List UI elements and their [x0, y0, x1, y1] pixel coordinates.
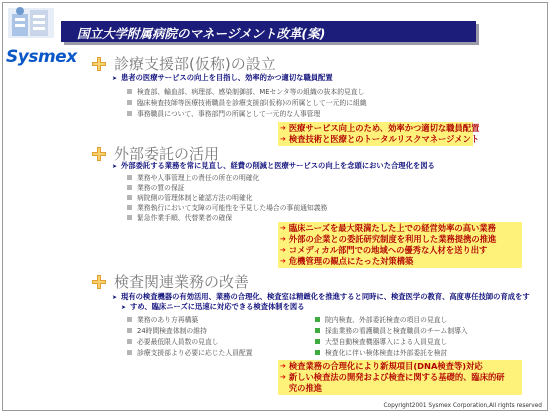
list-item: 検査化に伴い検体検査は外部委託を検討 [315, 347, 447, 357]
section-cross-icon [92, 275, 106, 289]
page-title: 国立大学附属病院のマネージメント改革(案) [77, 26, 326, 41]
section-header-1 [92, 53, 276, 74]
section-header-3 [92, 271, 249, 292]
list-item: 24時間検査体制の維持 [127, 325, 207, 335]
bullet-icon [315, 317, 320, 322]
list-item: 業務のあり方再構築 [127, 314, 198, 324]
highlight-box: ➔ 臨床ニーズを最大限満たした上での経営効率の高い業務 ➔ 外部の企業との委託研究制度を利用した業務提携の推進 ➔ コメディカル部門での地域への優秀な人材を送り出す ➔ 危機管理の観点にたった対策構築 [278, 222, 522, 268]
bullet-icon [315, 328, 320, 333]
bullet-icon [127, 100, 132, 105]
sysmex-logo-graphic [8, 6, 54, 40]
section-cross-icon [92, 147, 106, 161]
arrow-icon: ➔ [280, 124, 286, 132]
section-subtitle: ➤ 現有の検査機器の有効活用、業務の合理化、検査室は精緻化を推進すると同時に、検査医学の教育、高度専任技師の育成をす [112, 292, 530, 302]
arrow-icon: ➔ [280, 373, 286, 381]
list-item: 緊急作業手順、代替業者の確保 [127, 212, 232, 222]
bullet-icon [127, 111, 132, 116]
bullet-icon [127, 317, 132, 322]
bullet-icon [315, 350, 320, 355]
arrow-icon: ➔ [280, 362, 286, 370]
list-item: 病院側の管理体制と確認方法の明確化 [127, 192, 253, 202]
list-item: 検査部、輸血部、病理部、感染制御部、MEセンタ等の組織の抜本的見直し [127, 86, 364, 96]
bullet-icon [315, 339, 320, 344]
bullet-icon [127, 89, 132, 94]
title-banner [61, 21, 476, 42]
bullet-icon [127, 175, 132, 180]
bullet-icon [127, 205, 132, 210]
list-item: 業務の質の保証 [127, 182, 185, 192]
list-item: 必要最低限人員数の見直し [127, 336, 219, 346]
bullet-icon [127, 350, 132, 355]
list-item: 診療支援部より必要に応じた人員配置 [127, 347, 253, 357]
bullet-icon [127, 339, 132, 344]
arrow-icon: ➔ [280, 257, 286, 265]
section-subtitle: ➤ 外部委託する業務を常に見直し、経費の削減と医療サービスの向上を念頭においた合理化を図る [112, 161, 435, 171]
bullet-icon [127, 215, 132, 220]
list-item: 採血業務の看護職員と検査職員のチーム制導入 [315, 325, 468, 335]
section-title: 検査関連業務の改善 [114, 273, 250, 291]
section-title: 外部委託の活用 [114, 145, 220, 163]
section-subtitle-continued: ➤ すめ、臨床ニーズに迅速に対応できる検査体制を図る [121, 302, 305, 312]
highlight-box: ➔ 医療サービス向上のため、効率かつ適切な職員配置 ➔ 検査技術と医療とのトータルリスクマネージメント [280, 123, 480, 144]
list-item: 事務職員について、事務部門の所属として一元的な人事管理 [127, 108, 320, 118]
list-item: 大型自動検査機器導入による人員見直し [315, 336, 447, 346]
bullet-icon [127, 185, 132, 190]
arrow-icon: ➔ [280, 224, 286, 232]
section-cross-icon [92, 57, 106, 71]
list-item: 臨床検査技師等医療技術職員を診療支援部(仮称)の所属として一元的に組織 [127, 97, 367, 107]
bullet-icon [127, 195, 132, 200]
arrow-icon: ➔ [280, 246, 286, 254]
highlight-box: ➔ 検査業務の合理化により新規項目(DNA検査等)対応 ➔ 新しい検査法の開発および検査に関する基礎的、臨床的研 究の推進 [278, 360, 522, 395]
list-item: 業務執行において支障の可能性を予見した場合の事前通知義務 [127, 202, 327, 212]
list-item: 業務や人事管理上の責任の所在の明確化 [127, 172, 259, 182]
brand-logo: Sysmex [6, 47, 77, 67]
bullet-icon [127, 328, 132, 333]
copyright-notice: Copyright2001 Sysmex Corporation,All rights reserved [383, 403, 542, 409]
arrow-icon: ➔ [280, 235, 286, 243]
list-item: 院内検査、外部委託検査の項目の見直し [315, 314, 447, 324]
arrow-icon: ➔ [280, 135, 286, 143]
section-title: 診療支援部(仮称)の設立 [114, 55, 276, 73]
section-subtitle: ➤ 患者の医療サービスの向上を目指し、効率的かつ適切な職員配置 [112, 73, 333, 83]
